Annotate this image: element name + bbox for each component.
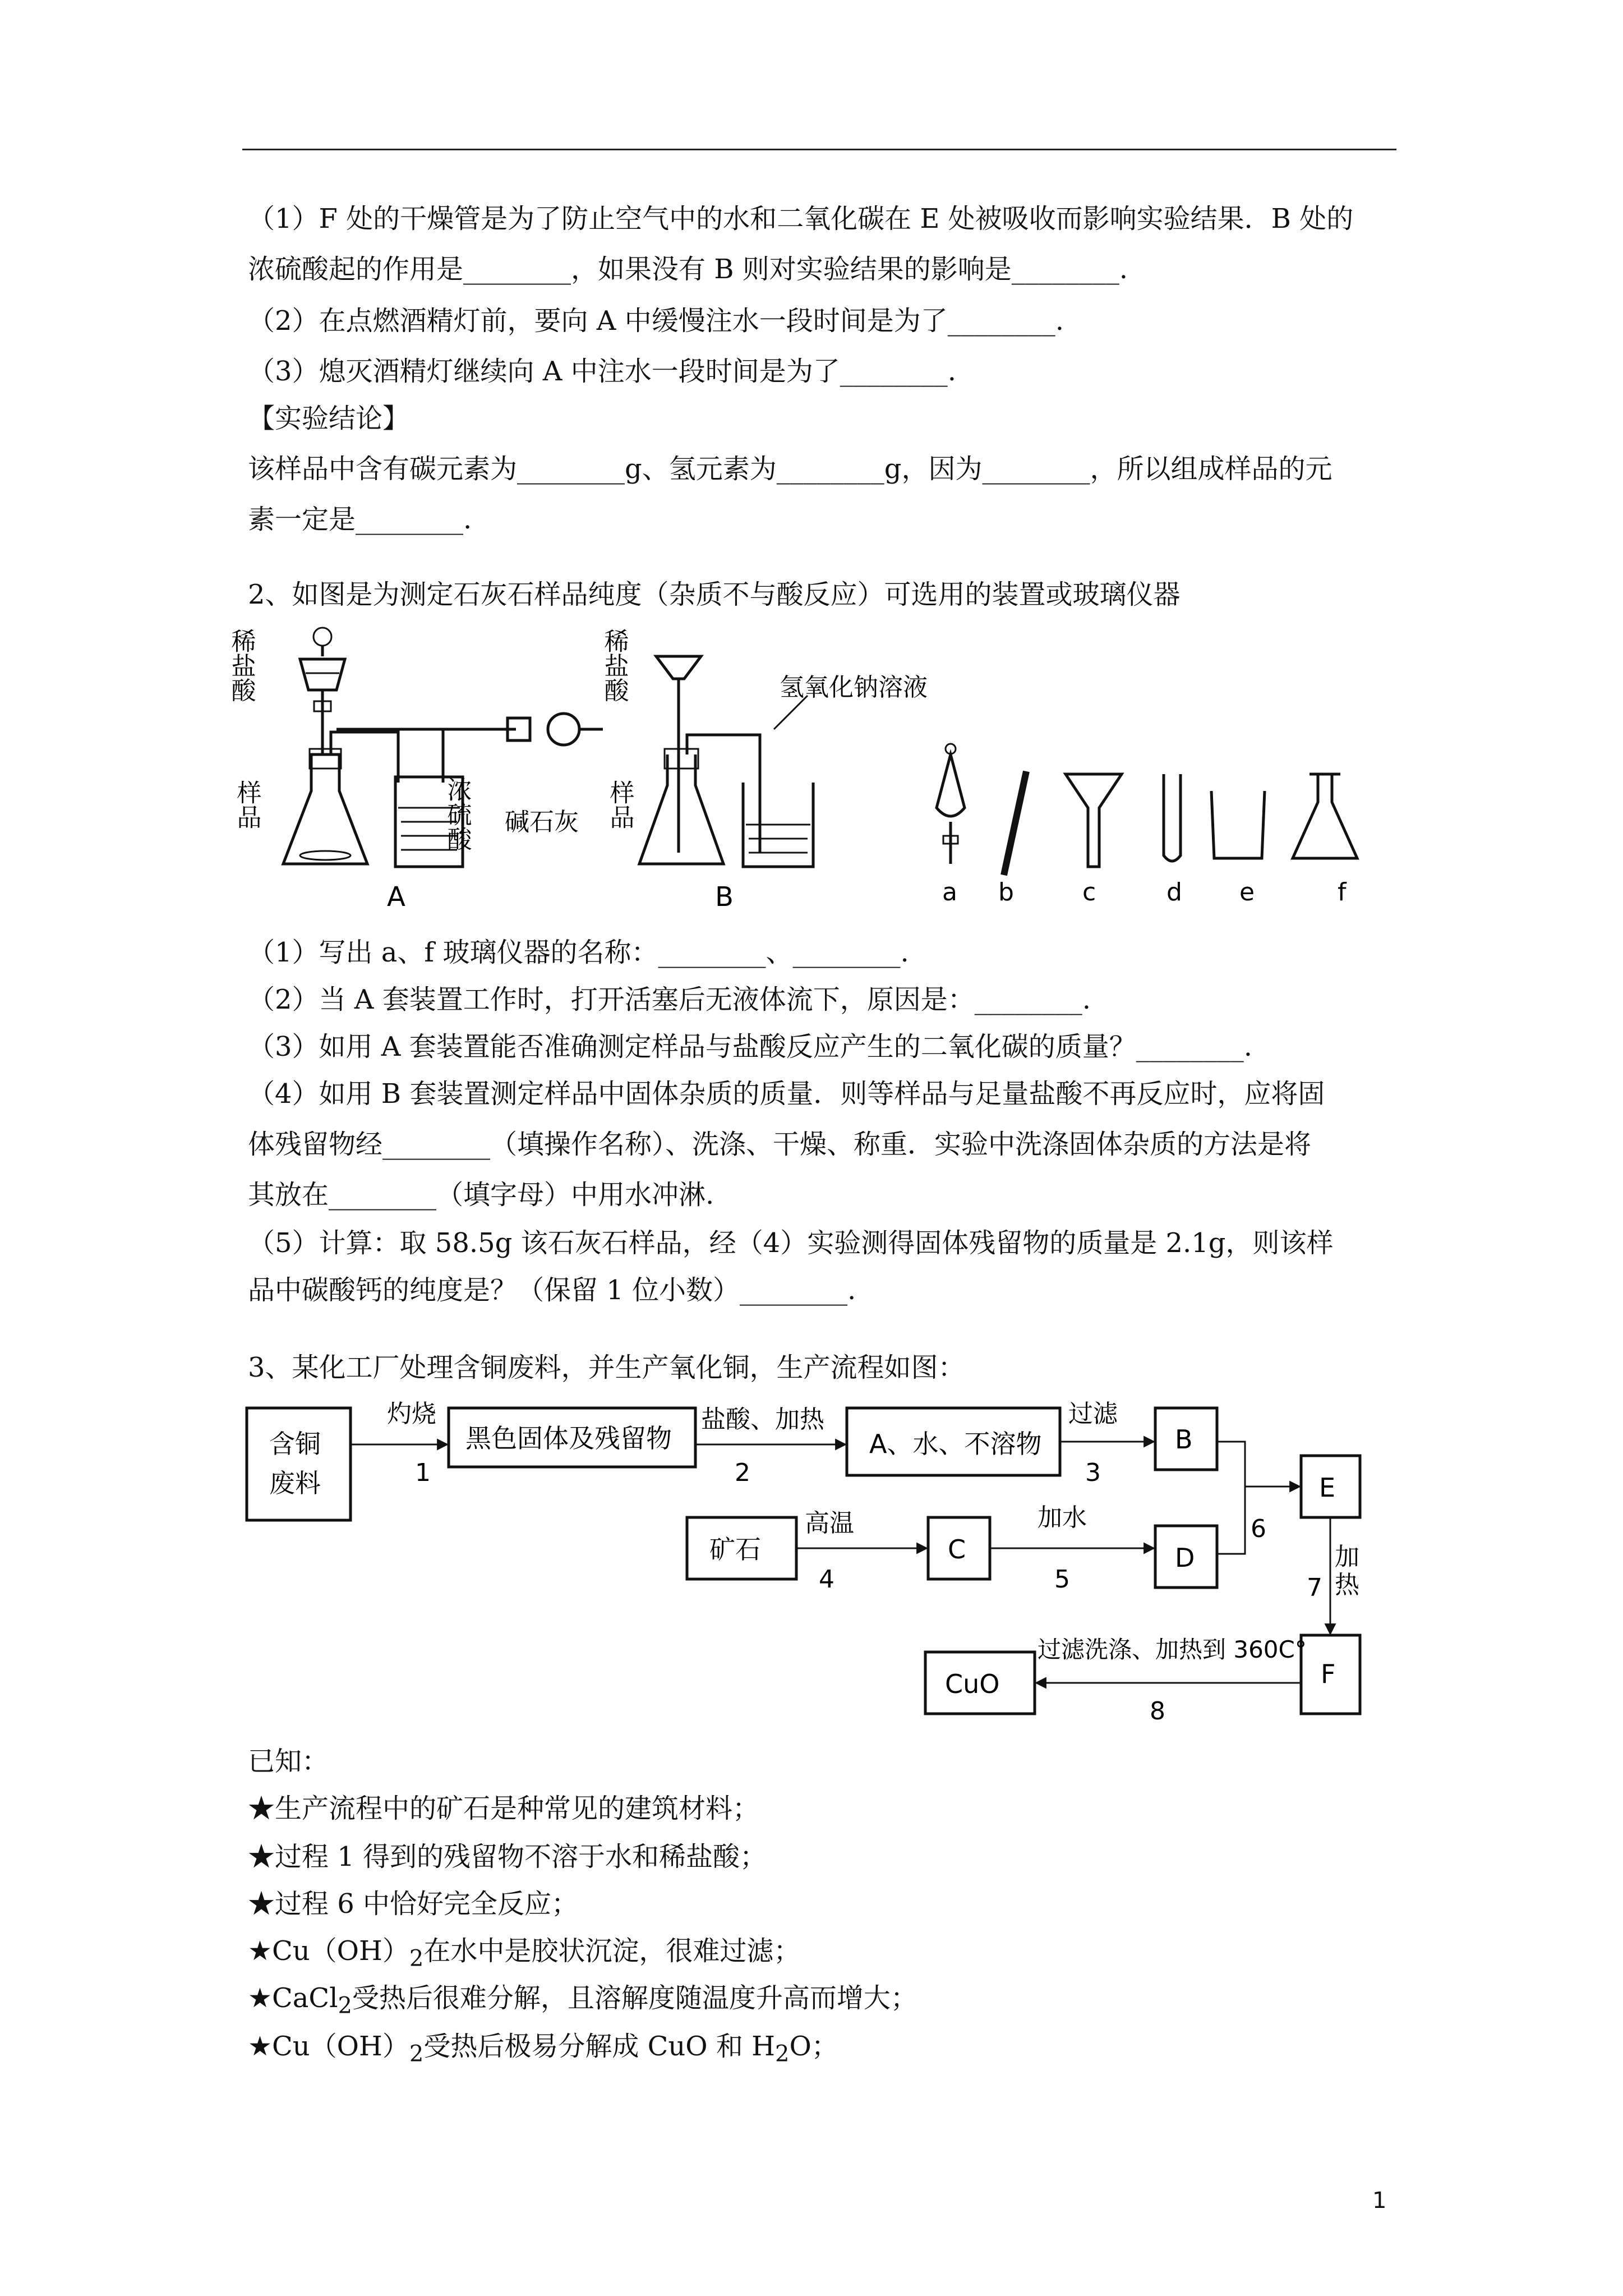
q1-line-1: （1）F 处的干燥管是为了防止空气中的水和二氧化碳在 E 处被吸收而影响实验结果．B 处的 xyxy=(248,203,1354,234)
a-h2so4-label: 浓硫酸 xyxy=(442,777,472,851)
arrow-7-label-2: 热 xyxy=(1335,1571,1359,1599)
q3-fact-3: ★过程 6 中恰好完全反应； xyxy=(248,1888,579,1920)
q2-line-5: 体残留物经________（填操作名称）、洗涤、干燥、称重．实验中洗涤固体杂质的方法是将 xyxy=(248,1129,1312,1160)
box-c-label: C xyxy=(948,1534,966,1565)
arrow-5-number: 5 xyxy=(1054,1565,1070,1594)
q2-line-1: （1）写出 a、f 玻璃仪器的名称：________、________. xyxy=(248,937,909,968)
box-d-label: D xyxy=(1175,1543,1195,1573)
box-copper-waste-line1: 含铜 xyxy=(269,1429,321,1459)
box-b-label: B xyxy=(1175,1424,1193,1455)
fact-4-sub: 2 xyxy=(409,1945,424,1972)
q1-line-6: 该样品中含有碳元素为________g、氢元素为________g，因为________，所以组成样品的元 xyxy=(248,453,1332,485)
arrow-8-label: 过滤洗涤、加热到 360C° xyxy=(1038,1636,1307,1663)
box-f-label: F xyxy=(1321,1659,1336,1689)
arrow-2-number: 2 xyxy=(735,1458,750,1487)
box-copper-waste xyxy=(247,1408,351,1520)
q2-line-8: 品中碳酸钙的纯度是？（保留 1 位小数）________. xyxy=(248,1274,856,1306)
fact-4-a: ★Cu（OH） xyxy=(248,1935,409,1967)
fact-4-b: 在水中是胶状沉淀，很难过滤； xyxy=(423,1935,801,1967)
box-a-mixture-label: A、水、不溶物 xyxy=(869,1429,1042,1459)
inst-label-f: f xyxy=(1338,878,1347,907)
q3-title: 3、某化工厂处理含铜废料，并生产氧化铜，生产流程如图： xyxy=(248,1352,965,1383)
arrow-3-label: 过滤 xyxy=(1068,1400,1118,1428)
fact-6-c: O； xyxy=(789,2031,838,2062)
fact-5-a: ★CaCl xyxy=(248,1982,338,2014)
q2-line-6: 其放在________（填字母）中用水冲淋. xyxy=(248,1179,714,1211)
b-naoh-label: 氢氧化钠溶液 xyxy=(780,673,928,702)
fact-5-b: 受热后很难分解，且溶解度随温度升高而增大； xyxy=(352,1982,917,2014)
arrow-3-number: 3 xyxy=(1085,1458,1101,1487)
box-copper-waste-line2: 废料 xyxy=(269,1468,321,1498)
arrow-4-label: 高温 xyxy=(805,1509,854,1538)
inst-label-c: c xyxy=(1082,878,1096,907)
q1-line-4: （3）熄灭酒精灯继续向 A 中注水一段时间是为了________. xyxy=(248,356,956,387)
q3-fact-1: ★生产流程中的矿石是种常见的建筑材料； xyxy=(248,1793,760,1824)
q1-line-3: （2）在点燃酒精灯前，要向 A 中缓慢注水一段时间是为了________. xyxy=(248,305,1064,337)
arrow-2-label: 盐酸、加热 xyxy=(701,1405,824,1434)
q3-fact-4 xyxy=(248,1934,800,1976)
fact-5-sub: 2 xyxy=(338,1993,352,2019)
q3-fact-6 xyxy=(248,2030,838,2071)
arrow-8-number: 8 xyxy=(1150,1697,1165,1726)
box-cuo-label: CuO xyxy=(945,1669,1000,1699)
inst-label-a: a xyxy=(942,878,957,907)
q1-line-7: 素一定是________. xyxy=(248,504,472,535)
b-acid-label: 稀盐酸 xyxy=(600,628,629,702)
q2-line-3: （3）如用 A 套装置能否准确测定样品与盐酸反应产生的二氧化碳的质量？________. xyxy=(248,1031,1252,1062)
arrow-4-number: 4 xyxy=(819,1565,834,1594)
q1-conclusion-heading: 【实验结论】 xyxy=(248,403,410,434)
q2-title: 2、如图是为测定石灰石样品纯度（杂质不与酸反应）可选用的装置或玻璃仪器 xyxy=(248,579,1181,610)
b-sample-label: 样品 xyxy=(605,780,634,829)
q3-fact-2: ★过程 1 得到的残留物不溶于水和稀盐酸； xyxy=(248,1841,767,1872)
q1-line-2: 浓硫酸起的作用是________，如果没有 B 则对实验结果的影响是________. xyxy=(248,254,1128,285)
fact-6-a: ★Cu（OH） xyxy=(248,2031,409,2062)
inst-label-b: b xyxy=(998,878,1014,907)
q2-line-7: （5）计算：取 58.5g 该石灰石样品，经（4）实验测得固体残留物的质量是 2.1g，则该样 xyxy=(248,1227,1334,1259)
page-number: 1 xyxy=(1372,2188,1387,2214)
fact-6-sub2: 2 xyxy=(774,2041,790,2067)
box-ore-label: 矿石 xyxy=(709,1534,761,1565)
box-black-solid-label: 黑色固体及残留物 xyxy=(465,1423,672,1453)
a-sample-label: 样品 xyxy=(232,780,261,829)
q3-known: 已知： xyxy=(248,1746,329,1777)
arrow-6-number: 6 xyxy=(1251,1515,1266,1543)
inst-label-d: d xyxy=(1166,878,1182,907)
arrow-7-number: 7 xyxy=(1307,1573,1322,1602)
apparatus-a-label: A xyxy=(387,881,405,913)
inst-label-e: e xyxy=(1239,878,1255,907)
arrow-5-label: 加水 xyxy=(1038,1503,1087,1532)
apparatus-b-label: B xyxy=(715,881,734,913)
q2-line-2: （2）当 A 套装置工作时，打开活塞后无液体流下，原因是：________. xyxy=(248,984,1091,1015)
arrow-1-number: 1 xyxy=(415,1458,431,1487)
q3-fact-5 xyxy=(248,1981,917,2023)
fact-6-sub: 2 xyxy=(409,2041,424,2067)
arrow-7-label-1: 加 xyxy=(1335,1543,1359,1571)
arrow-1-label: 灼烧 xyxy=(387,1400,436,1428)
q2-line-4: （4）如用 B 套装置测定样品中固体杂质的质量．则等样品与足量盐酸不再反应时，应将固 xyxy=(248,1078,1325,1110)
a-lime-label: 碱石灰 xyxy=(505,808,579,836)
fact-6-b: 受热后极易分解成 CuO 和 H xyxy=(423,2031,775,2062)
a-acid-label: 稀盐酸 xyxy=(227,628,256,702)
box-e-label: E xyxy=(1319,1473,1336,1503)
